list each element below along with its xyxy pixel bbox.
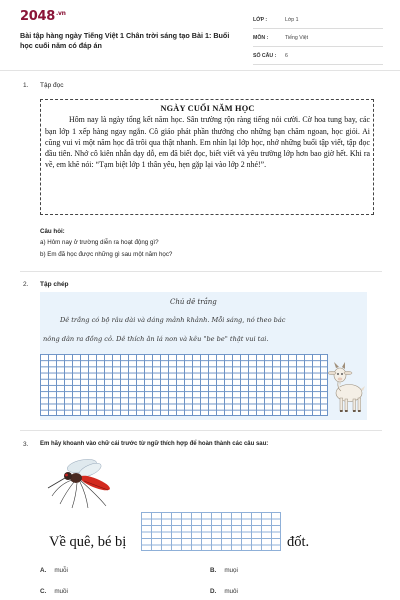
section-2-number: 2. bbox=[23, 281, 29, 288]
section-divider bbox=[20, 430, 382, 431]
meta-table bbox=[253, 11, 383, 65]
reading-passage bbox=[40, 99, 374, 215]
cursive-title: Chú dê trắng bbox=[170, 298, 217, 306]
meta-key: LỚP : bbox=[253, 17, 268, 23]
section-1-title: Tập đọc bbox=[40, 82, 64, 89]
section-1-number: 1. bbox=[23, 82, 29, 89]
worksheet-header bbox=[0, 0, 400, 71]
goat-icon bbox=[328, 362, 366, 418]
handwriting-grid[interactable] bbox=[40, 354, 328, 416]
site-logo[interactable]: $2048^{.vn}$ bbox=[20, 9, 66, 24]
answer-grid[interactable] bbox=[141, 512, 281, 551]
mosquito-icon bbox=[40, 456, 128, 511]
meta-key: MÔN : bbox=[253, 35, 269, 41]
meta-row-grade bbox=[253, 11, 383, 29]
questions-label: Câu hỏi: bbox=[40, 228, 65, 235]
meta-value: Tiếng Việt bbox=[285, 35, 309, 41]
sentence-before: Về quê, bé bị bbox=[49, 534, 127, 550]
option-b[interactable]: B. muọi bbox=[210, 567, 238, 574]
sentence-after: đốt. bbox=[287, 534, 310, 550]
section-3-number: 3. bbox=[23, 441, 29, 448]
question-b: b) Em đã học được những gì sau một năm học? bbox=[40, 251, 173, 258]
section-2-title: Tập chép bbox=[40, 281, 69, 288]
meta-row-subject bbox=[253, 29, 383, 47]
meta-value: Lớp 1 bbox=[285, 17, 299, 23]
meta-key: SỐ CÂU : bbox=[253, 53, 277, 59]
cursive-line-2: nông dân ra đồng cỏ. Dê thích ăn lá non và kêu "be be" thật vui tai. bbox=[43, 335, 269, 343]
passage-body: Hôm nay là ngày tổng kết năm học. Sân trường rộn ràng tiếng nói cười. Cờ hoa tung bay, các bạn lớp 1 xếp hàng ngay ngắn. Cô giáo phát phần thưởng cho những bạn chăm ngoan, học giỏi. Ai cũng vui vì một năm học đã trôi qua thật nhanh. Em nhìn lại lớp học, nhớ những buổi tập viết, tập đọc đầu tiên. Nhớ cô kiên nhẫn dạy dỗ, em đã biết đọc, biết viết và yêu trường lớp hơn bao giờ hết. Khi ra về, em khẽ nói: “Tạm biệt lớp 1 thân yêu, hẹn gặp lại vào lớp 2 nhé!”. bbox=[45, 115, 370, 170]
worksheet-title: Bài tập hàng ngày Tiếng Việt 1 Chân trời sáng tạo Bài 1: Buổi học cuối năm có đáp án bbox=[20, 31, 230, 50]
meta-row-question-count bbox=[253, 47, 383, 65]
section-3-title: Em hãy khoanh vào chữ cái trước từ ngữ thích hợp để hoàn thành các câu sau: bbox=[40, 441, 269, 447]
option-a[interactable]: A. muỗi bbox=[40, 567, 68, 574]
option-d[interactable]: D. muôi bbox=[210, 588, 238, 595]
section-divider bbox=[20, 271, 382, 272]
option-c[interactable]: C. muồi bbox=[40, 588, 68, 595]
meta-value: 6 bbox=[285, 53, 288, 59]
site-logo-suffix: .vn bbox=[55, 9, 66, 17]
copy-exercise-box bbox=[40, 292, 367, 420]
passage-title: NGÀY CUỐI NĂM HỌC bbox=[160, 104, 255, 113]
question-a: a) Hôm nay ở trường diễn ra hoạt động gì? bbox=[40, 239, 159, 246]
cursive-line-1: Dê trắng có bộ râu dài và dáng mảnh khảnh. Mỗi sáng, nó theo bác bbox=[60, 316, 286, 324]
